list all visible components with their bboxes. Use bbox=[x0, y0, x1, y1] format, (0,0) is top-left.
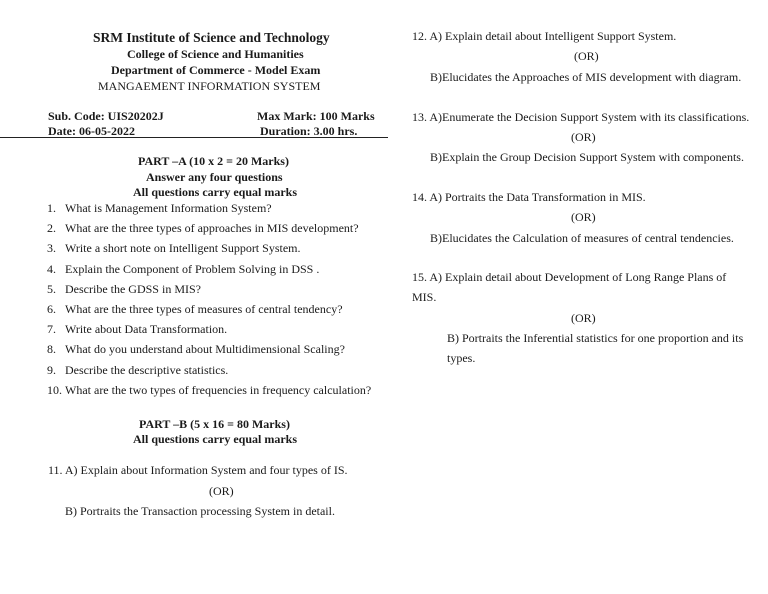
question-number: 10. bbox=[47, 382, 62, 397]
part-a-instruction-1: Answer any four questions bbox=[146, 170, 283, 184]
max-mark: Max Mark: 100 Marks bbox=[257, 109, 375, 123]
question-number: 4. bbox=[47, 261, 56, 276]
question-number: 2. bbox=[47, 221, 56, 236]
question-text: What do you understand about Multidimensional Scaling? bbox=[65, 342, 345, 357]
exam-duration: Duration: 3.00 hrs. bbox=[260, 124, 358, 138]
question-text: Explain the Component of Problem Solving in DSS . bbox=[65, 261, 320, 276]
part-a-title: PART –A (10 x 2 = 20 Marks) bbox=[138, 154, 289, 168]
question-number: 1. bbox=[47, 201, 56, 215]
question-number: 9. bbox=[47, 362, 56, 377]
question-text: Describe the descriptive statistics. bbox=[65, 362, 229, 377]
part-a-instruction-2: All questions carry equal marks bbox=[133, 185, 298, 199]
question-number: 6. bbox=[47, 301, 56, 316]
list-item bbox=[47, 384, 371, 404]
department-name: Department of Commerce - Model Exam bbox=[111, 63, 321, 77]
question-12a: 12. A) Explain detail about Intelligent Support System. bbox=[412, 29, 677, 43]
or-separator: (OR) bbox=[571, 130, 596, 144]
question-13a: 13. A)Enumerate the Decision Support System with its classifications. bbox=[412, 110, 750, 124]
question-text: What are the three types of measures of central tendency? bbox=[65, 301, 343, 316]
question-text: What are the three types of approaches in MIS development? bbox=[65, 221, 359, 236]
college-name: College of Science and Humanities bbox=[127, 47, 304, 61]
list-item bbox=[47, 303, 371, 323]
subject-title: MANGAEMENT INFORMATION SYSTEM bbox=[98, 79, 321, 93]
header-divider bbox=[0, 137, 388, 138]
question-14a: 14. A) Portraits the Data Transformation in MIS. bbox=[412, 190, 646, 204]
question-text: What are the two types of frequencies in frequency calculation? bbox=[65, 382, 372, 397]
part-b-title: PART –B (5 x 16 = 80 Marks) bbox=[139, 417, 290, 431]
institution-name: SRM Institute of Science and Technology bbox=[93, 30, 330, 45]
or-separator: (OR) bbox=[571, 210, 596, 224]
list-item bbox=[47, 222, 371, 242]
list-item bbox=[47, 202, 371, 222]
list-item bbox=[47, 323, 371, 343]
list-item bbox=[47, 242, 371, 262]
question-12b: B)Elucidates the Approaches of MIS development with diagram. bbox=[430, 70, 742, 84]
question-number: 7. bbox=[47, 322, 56, 337]
part-a-question-list bbox=[47, 202, 371, 404]
list-item bbox=[47, 364, 371, 384]
or-separator: (OR) bbox=[574, 49, 599, 63]
question-text: Write about Data Transformation. bbox=[65, 322, 228, 337]
question-text: Describe the GDSS in MIS? bbox=[65, 281, 201, 296]
list-item bbox=[47, 263, 371, 283]
question-number: 3. bbox=[47, 241, 56, 256]
question-text: What is Management Information System? bbox=[65, 201, 272, 215]
question-15a-line-1: 15. A) Explain detail about Development of Long Range Plans of bbox=[412, 270, 727, 284]
question-11b: B) Portraits the Transaction processing System in detail. bbox=[65, 504, 335, 518]
or-separator: (OR) bbox=[571, 311, 596, 325]
question-13b: B)Explain the Group Decision Support System with components. bbox=[430, 150, 744, 164]
sub-code: Sub. Code: UIS20202J bbox=[48, 109, 164, 123]
list-item bbox=[47, 283, 371, 303]
exam-date: Date: 06-05-2022 bbox=[48, 124, 135, 138]
question-15a-line-2: MIS. bbox=[412, 290, 437, 304]
question-15b-line-1: B) Portraits the Inferential statistics for one proportion and its bbox=[447, 331, 744, 345]
or-separator: (OR) bbox=[209, 484, 234, 498]
question-14b: B)Elucidates the Calculation of measures of central tendencies. bbox=[430, 231, 734, 245]
question-number: 8. bbox=[47, 342, 56, 357]
part-b-instruction: All questions carry equal marks bbox=[133, 432, 298, 446]
list-item bbox=[47, 343, 371, 363]
question-text: Write a short note on Intelligent Support System. bbox=[65, 241, 301, 256]
question-11a: 11. A) Explain about Information System and four types of IS. bbox=[48, 463, 348, 477]
question-15b-line-2: types. bbox=[447, 351, 476, 365]
question-number: 5. bbox=[47, 281, 56, 296]
